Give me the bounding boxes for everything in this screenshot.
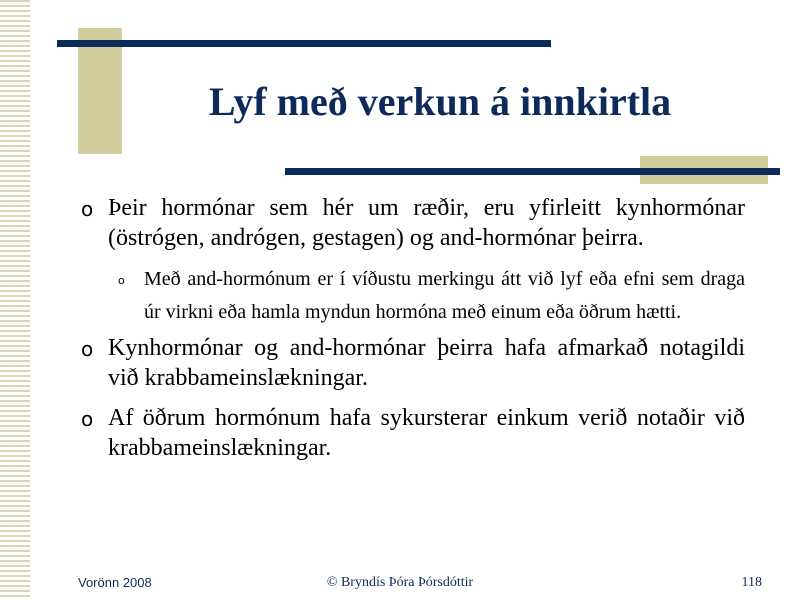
footer-term: Vorönn 2008	[78, 575, 152, 590]
bullet-item	[78, 333, 745, 393]
bullet-item	[78, 193, 745, 253]
bullet-text: Af öðrum hormónum hafa sykursterar einkum verið notaðir við krabbameinslækningar.	[108, 405, 745, 461]
bullet-marker: o	[81, 337, 94, 361]
sub-bullet-text: Með and-hormónum er í víðustu merkingu átt við lyf eða efni sem draga úr virkni eða hamla myndun hormóna með einum eða öðrum hætti.	[144, 268, 745, 323]
bullet-item	[78, 403, 745, 463]
bullet-marker: o	[81, 407, 94, 431]
bullet-marker: o	[81, 197, 94, 221]
sub-bullet-item	[114, 263, 745, 329]
slide-content	[78, 193, 745, 473]
title-rule-bottom	[285, 168, 780, 175]
sub-bullet-marker: o	[118, 274, 125, 287]
slide-title: Lyf með verkun á innkirtla	[208, 79, 672, 124]
bullet-text: Kynhormónar og and-hormónar þeirra hafa afmarkað notagildi við krabbameinslækningar.	[108, 335, 745, 391]
left-stripe-decoration	[0, 0, 30, 600]
title-rule-top	[57, 40, 551, 47]
footer-copyright: © Bryndís Þóra Þórsdóttir	[326, 575, 474, 590]
bullet-text: Þeir hormónar sem hér um ræðir, eru yfirleitt kynhormónar (östrógen, andrógen, gestagen) og and-hormónar þeirra.	[108, 195, 745, 251]
footer-page-number: 118	[741, 575, 762, 590]
